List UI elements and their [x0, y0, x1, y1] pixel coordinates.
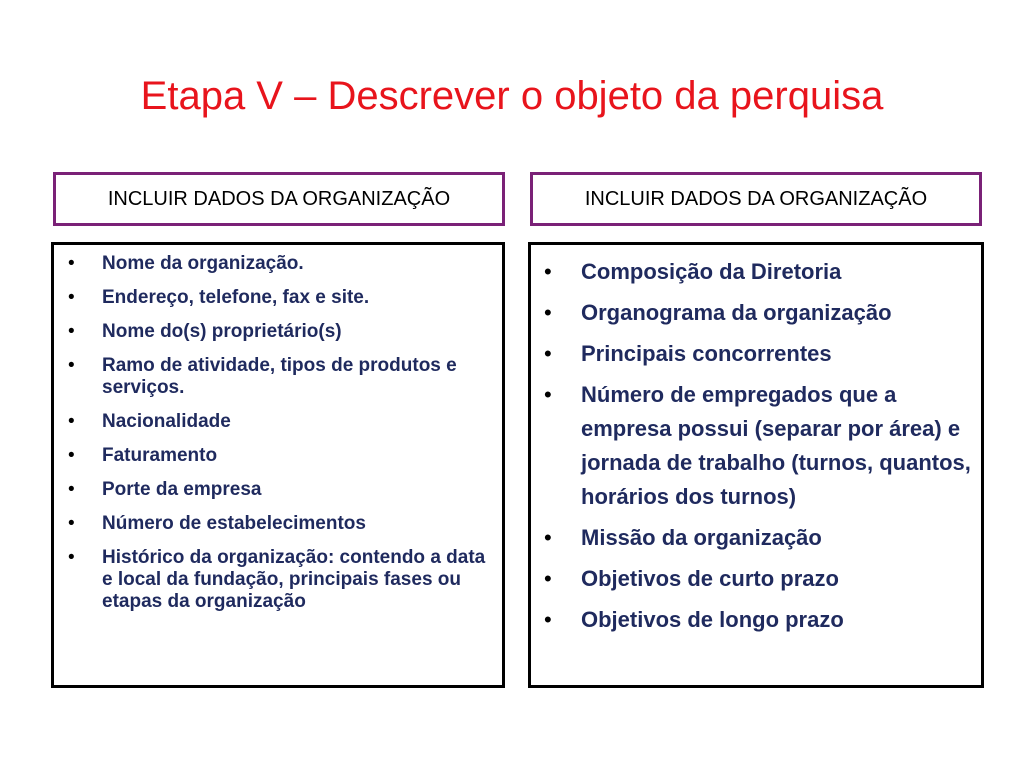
slide-title: Etapa V – Descrever o objeto da perquisa: [140, 74, 884, 118]
bullet-icon: •: [544, 382, 552, 407]
bullet-icon: •: [68, 479, 75, 500]
list-item: [62, 513, 492, 535]
list-item-text: Número de estabelecimentos: [102, 513, 366, 534]
left-bullet-list: [54, 245, 502, 613]
list-item-text: Número de empregados que a empresa possui (separar por área) e jornada de trabalho (turnos, quantos, horários dos turnos): [581, 382, 971, 509]
list-item: [537, 378, 973, 514]
bullet-icon: •: [68, 321, 75, 342]
bullet-icon: •: [544, 607, 552, 632]
list-item: [62, 445, 492, 467]
list-item: [537, 603, 973, 637]
bullet-icon: •: [544, 341, 552, 366]
bullet-icon: •: [544, 525, 552, 550]
list-item: [62, 479, 492, 501]
list-item: [62, 547, 492, 613]
list-item-text: Histórico da organização: contendo a data e local da fundação, principais fases ou etapas da organização: [102, 547, 486, 612]
left-panel-header: INCLUIR DADOS DA ORGANIZAÇÃO: [53, 172, 505, 226]
list-item-text: Faturamento: [102, 445, 218, 466]
list-item: [62, 253, 492, 275]
left-panel-content: [51, 242, 505, 688]
list-item-text: Organograma da organização: [581, 300, 892, 325]
bullet-icon: •: [68, 513, 75, 534]
list-item-text: Objetivos de longo prazo: [581, 607, 844, 632]
list-item: [537, 521, 973, 555]
bullet-icon: •: [544, 566, 552, 591]
bullet-icon: •: [544, 259, 552, 284]
list-item-text: Principais concorrentes: [581, 341, 832, 366]
list-item-text: Missão da organização: [581, 525, 822, 550]
list-item-text: Nome do(s) proprietário(s): [102, 321, 342, 342]
list-item: [537, 296, 973, 330]
bullet-icon: •: [68, 253, 75, 274]
bullet-icon: •: [68, 445, 75, 466]
list-item: [62, 321, 492, 343]
bullet-icon: •: [68, 355, 75, 376]
bullet-icon: •: [544, 300, 552, 325]
right-panel-content: [528, 242, 984, 688]
list-item: [62, 355, 492, 399]
list-item: [537, 562, 973, 596]
list-item: [537, 255, 973, 289]
list-item-text: Endereço, telefone, fax e site.: [102, 287, 370, 308]
list-item-text: Nacionalidade: [102, 411, 231, 432]
list-item: [62, 287, 492, 309]
list-item-text: Objetivos de curto prazo: [581, 566, 839, 591]
right-bullet-list: [531, 245, 981, 637]
bullet-icon: •: [68, 411, 75, 432]
list-item: [537, 337, 973, 371]
bullet-icon: •: [68, 287, 75, 308]
list-item-text: Porte da empresa: [102, 479, 262, 500]
list-item-text: Ramo de atividade, tipos de produtos e serviços.: [102, 355, 457, 398]
list-item: [62, 411, 492, 433]
right-panel-header: INCLUIR DADOS DA ORGANIZAÇÃO: [530, 172, 982, 226]
list-item-text: Composição da Diretoria: [581, 259, 842, 284]
bullet-icon: •: [68, 547, 75, 568]
list-item-text: Nome da organização.: [102, 253, 304, 274]
